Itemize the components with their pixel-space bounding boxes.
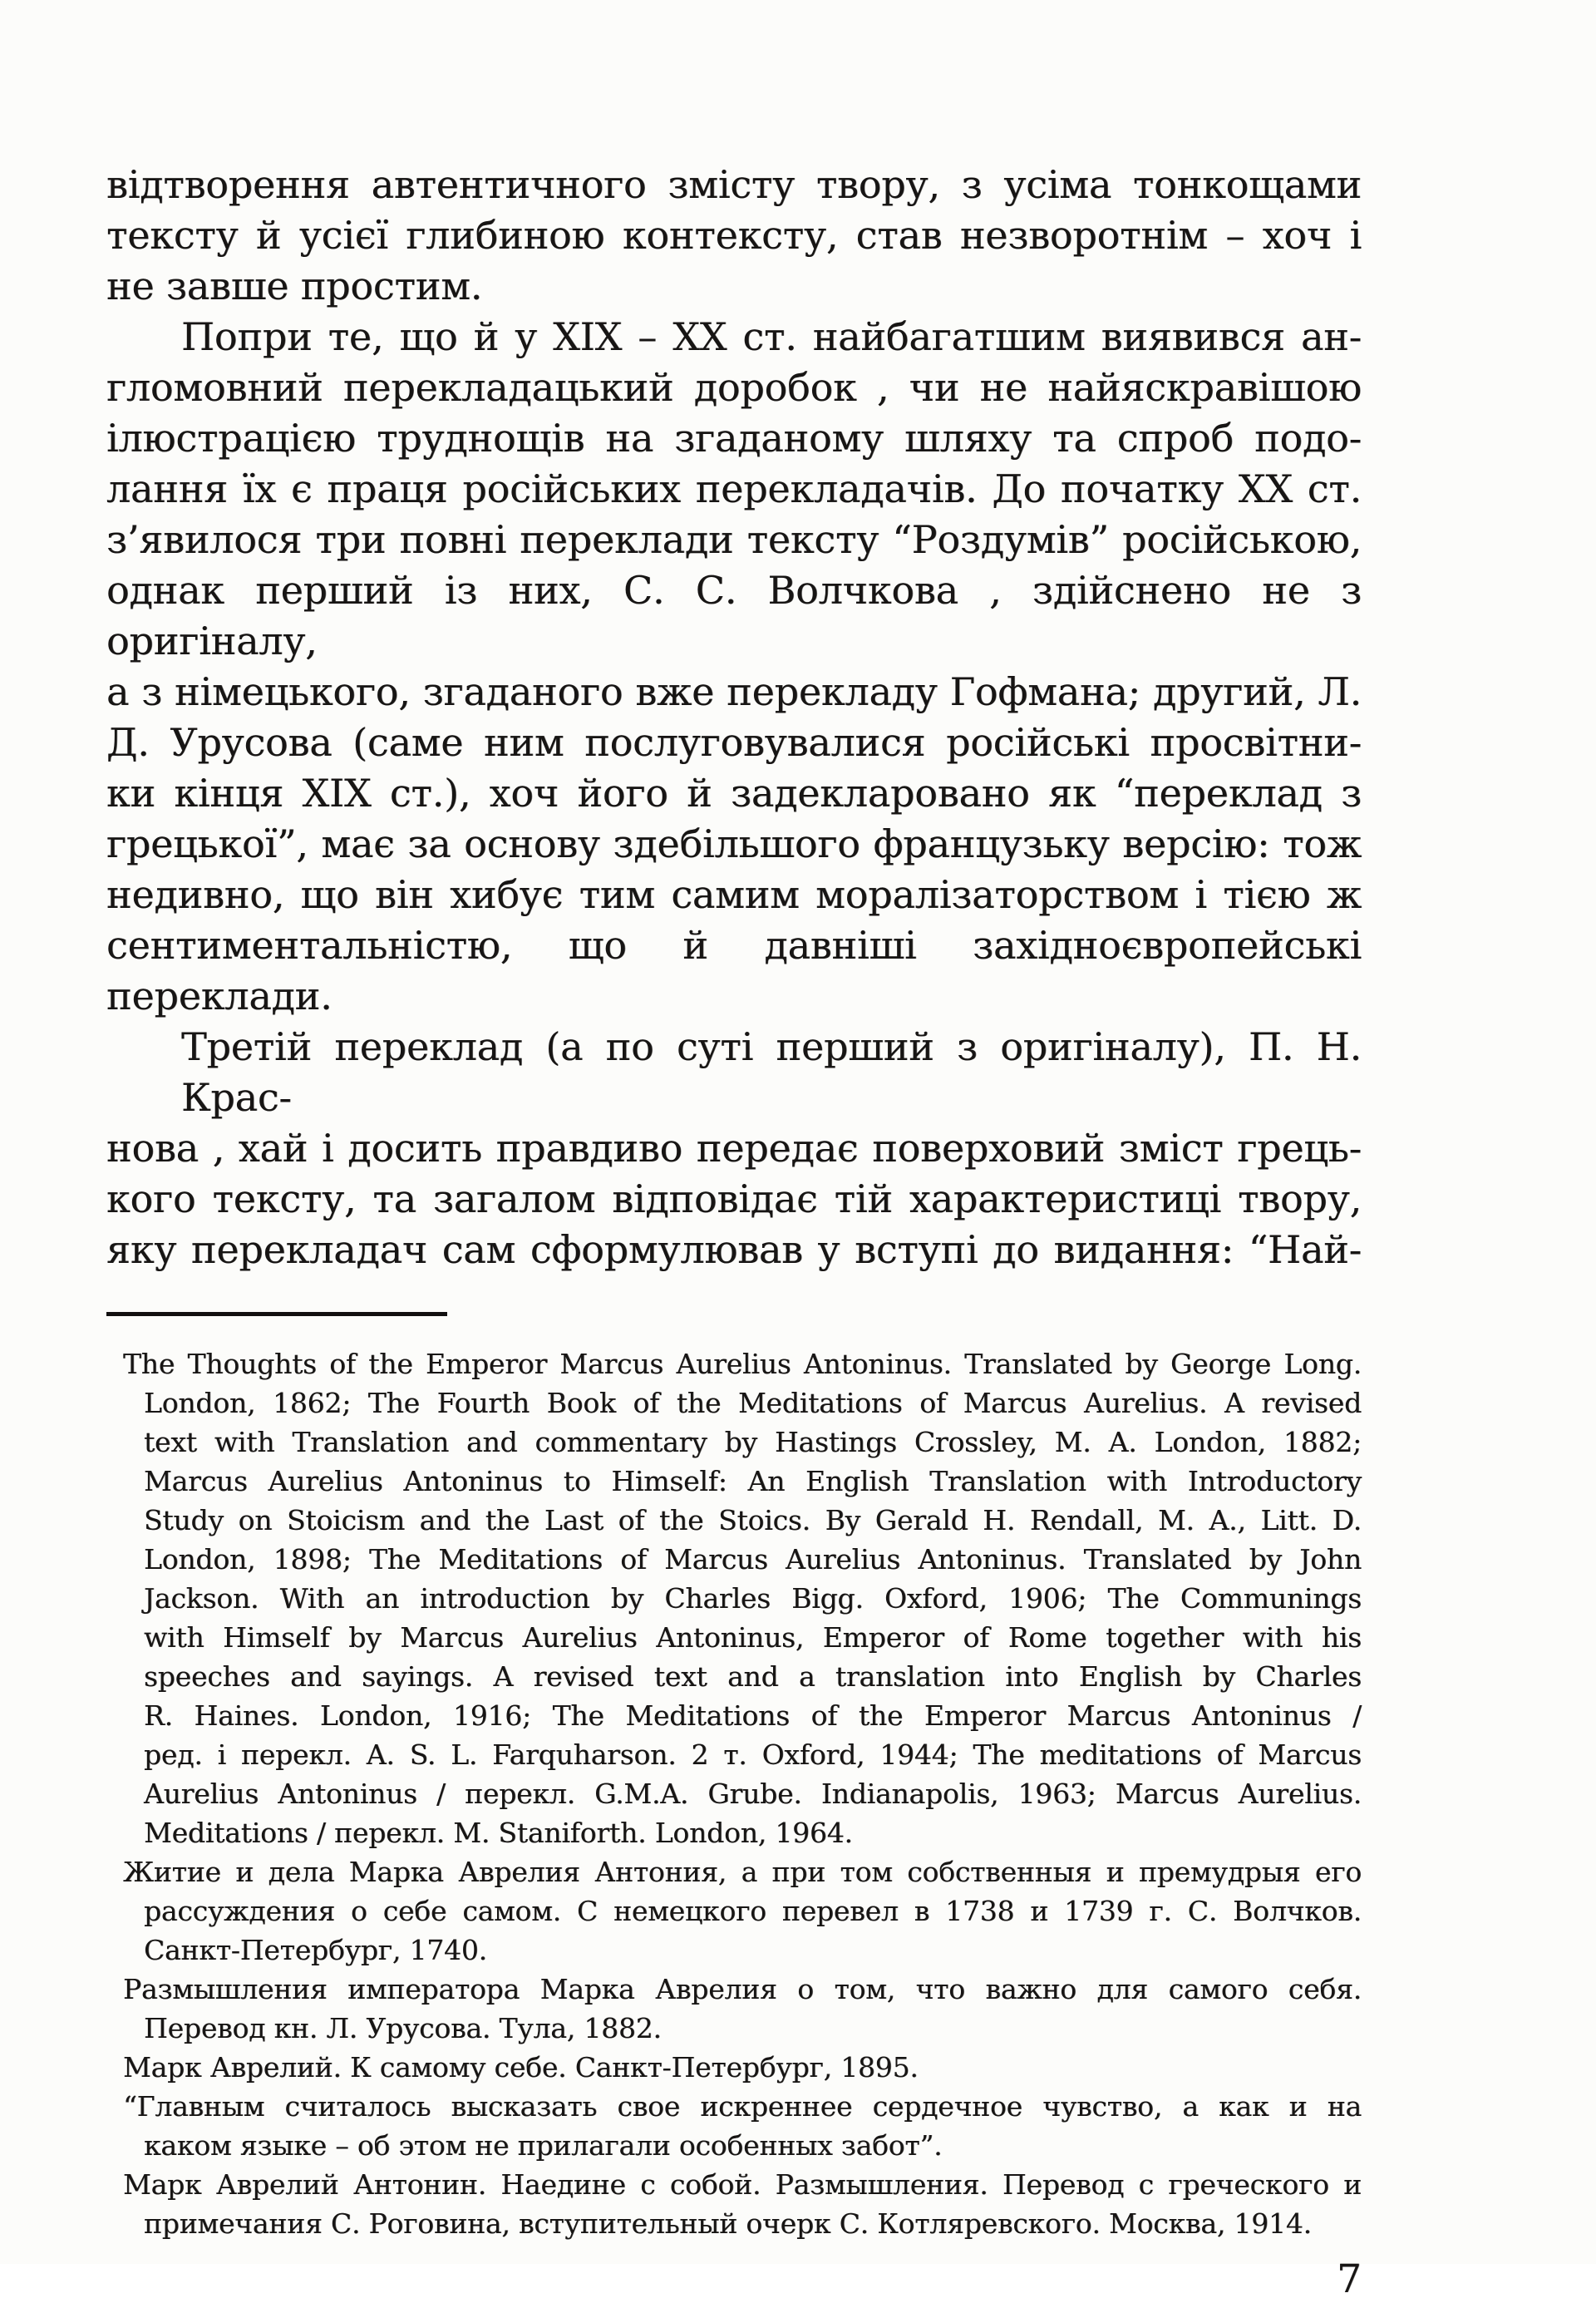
text-line: яку перекладач сам сформулював у вступі до видання: “Най-: [106, 1227, 1362, 1272]
footnote-line: text with Translation and commentary by Hastings Crossley, M. A. London, 1882;: [144, 1426, 1362, 1458]
text-line: з’явилося три повні переклади тексту “Роздумів” російською,: [106, 517, 1362, 562]
page-number: 7: [1337, 2256, 1362, 2302]
footnote-entry: [123, 1970, 1362, 2048]
text-line: нова , хай і досить правдиво передає поверховий зміст грець-: [106, 1126, 1362, 1171]
paragraph: [106, 160, 1362, 312]
footnote-line: Meditations / перекл. M. Staniforth. London, 1964.: [144, 1817, 853, 1849]
footnote-line: R. Haines. London, 1916; The Meditations of the Emperor Marcus Antoninus /: [144, 1699, 1362, 1732]
text-line: однак перший із них, С. С. Волчкова , здійснено не з оригіналу,: [106, 568, 1362, 663]
footnote-entry: [123, 2165, 1362, 2243]
footnote-line: Перевод кн. Л. Урусова. Тула, 1882.: [144, 2012, 662, 2044]
footnote-line: Житие и дела Марка Аврелия Антония, а при том собственныя и премудрыя его: [123, 1856, 1362, 1888]
paragraph: [106, 312, 1362, 1022]
text-line: Третій переклад (а по суті перший з оригіналу), П. Н. Крас-: [181, 1024, 1362, 1120]
footnote-entry: [123, 2087, 1362, 2165]
footnote-line: speeches and sayings. A revised text and a translation into English by Charles: [144, 1660, 1362, 1693]
footnote-line: каком языке – об этом не прилагали особенных забот”.: [144, 2129, 943, 2162]
text-line: сентиментальністю, що й давніші західноєвропейські переклади.: [106, 923, 1362, 1018]
main-text: [106, 160, 1362, 1275]
footnote-line: Санкт-Петербург, 1740.: [144, 1934, 487, 1966]
text-line: недивно, що він хибує тим самим моралізаторством і тією ж: [106, 872, 1362, 917]
footnote-line: “Главным считалось высказать свое искреннее сердечное чувство, а как и на: [123, 2090, 1362, 2123]
footnote-line: ред. і перекл. A. S. L. Farquharson. 2 т. Oxford, 1944; The meditations of Marcus: [144, 1738, 1362, 1771]
text-line: грецької”, має за основу здебільшого французьку версію: тож: [106, 821, 1362, 866]
paragraph: [106, 1022, 1362, 1275]
footnote-line: Размышления императора Марка Аврелия о том, что важно для самого себя.: [123, 1973, 1362, 2005]
footnote-line: Марк Аврелий. К самому себе. Санкт-Петербург, 1895.: [123, 2051, 919, 2084]
text-line: лання їх є праця російських перекладачів. До початку XX ст.: [106, 466, 1362, 511]
footnotes-section: [123, 1344, 1362, 2243]
footnote-entry: [123, 1852, 1362, 1970]
footnote-line: Marcus Aurelius Antoninus to Himself: An English Translation with Introductory: [144, 1465, 1362, 1497]
footnote-line: Jackson. With an introduction by Charles Bigg. Oxford, 1906; The Communings: [144, 1582, 1362, 1615]
text-line: ки кінця XIX ст.), хоч його й задекларовано як “переклад з: [106, 771, 1362, 816]
footnote-entry: [123, 1344, 1362, 1852]
text-line: кого тексту, та загалом відповідає тій характеристиці твору,: [106, 1176, 1362, 1221]
footnote-line: Aurelius Antoninus / перекл. G.M.A. Grube. Indianapolis, 1963; Marcus Aurelius.: [144, 1778, 1362, 1810]
text-line: відтворення автентичного змісту твору, з усіма тонкощами: [106, 162, 1362, 207]
footnote-line: Марк Аврелий Антонин. Наедине с собой. Размышления. Перевод с греческого и: [123, 2168, 1362, 2201]
footnote-divider: [106, 1312, 447, 1316]
footnote-line: Study on Stoicism and the Last of the Stoics. By Gerald H. Rendall, M. A., Litt. D.: [144, 1504, 1362, 1536]
footnote-line: London, 1862; The Fourth Book of the Meditations of Marcus Aurelius. A revised: [144, 1387, 1362, 1419]
footnote-line: The Thoughts of the Emperor Marcus Aurelius Antoninus. Translated by George Long.: [123, 1348, 1362, 1380]
footnote-line: London, 1898; The Meditations of Marcus Aurelius Antoninus. Translated by John: [144, 1543, 1362, 1576]
footnote-line: примечания С. Роговина, вступительный очерк С. Котляревского. Москва, 1914.: [144, 2207, 1312, 2240]
text-line: тексту й усієї глибиною контексту, став незворотнім – хоч і: [106, 213, 1362, 258]
text-line: а з німецького, згаданого вже перекладу Гофмана; другий, Л.: [106, 669, 1362, 714]
footnote-line: with Himself by Marcus Aurelius Antoninus, Emperor of Rome together with his: [144, 1621, 1362, 1654]
text-line: гломовний перекладацький доробок , чи не найяскравішою: [106, 365, 1362, 410]
footnote-entry: [123, 2048, 1362, 2087]
text-line: Попри те, що й у XIX – XX ст. найбагатшим виявився ан-: [181, 314, 1362, 359]
footnote-line: рассуждения о себе самом. С немецкого перевел в 1738 и 1739 г. С. Волчков.: [144, 1895, 1362, 1927]
text-line: Д. Урусова (саме ним послуговувалися російські просвітни-: [106, 720, 1362, 765]
text-line: ілюстрацією труднощів на згаданому шляху та спроб подо-: [106, 416, 1362, 461]
text-line: не завше простим.: [106, 264, 483, 308]
